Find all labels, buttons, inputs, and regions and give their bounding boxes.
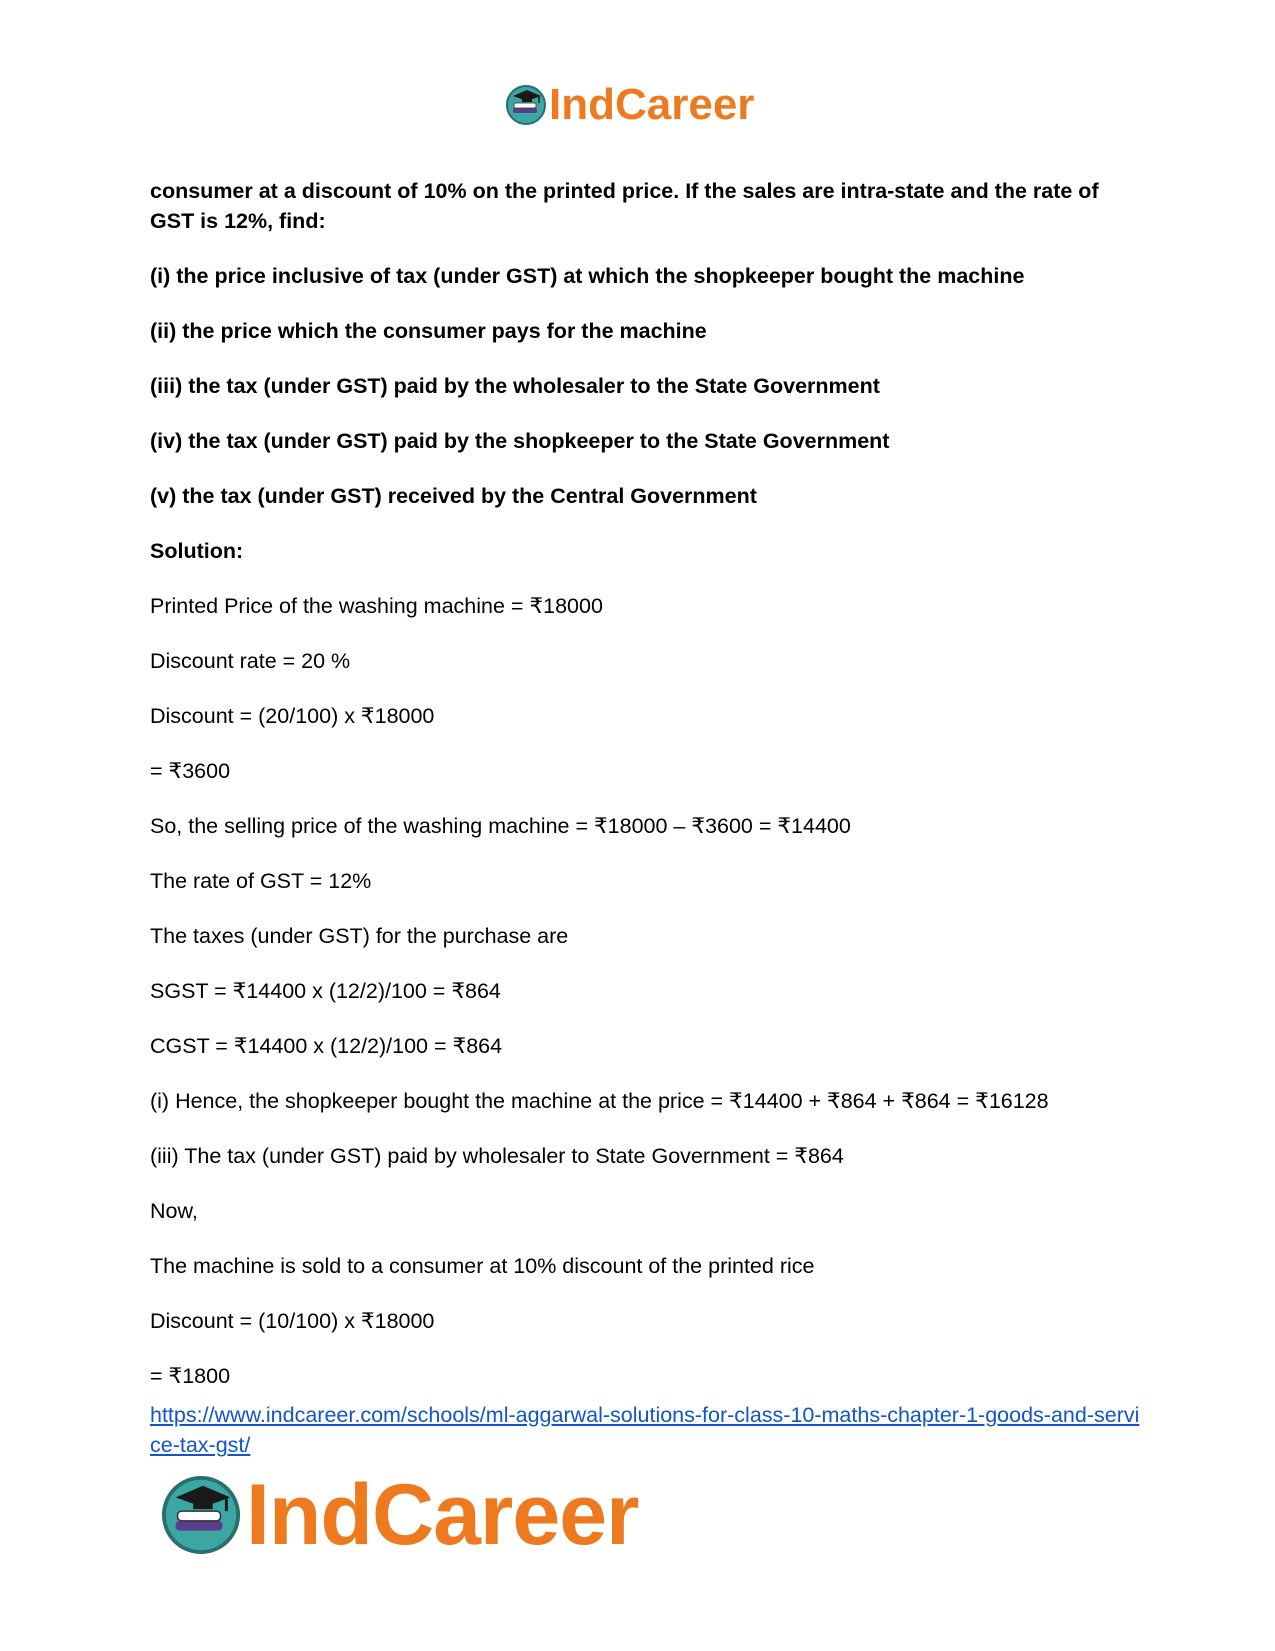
solution-line: = ₹1800 (150, 1364, 231, 1388)
graduation-cap-books-globe-icon (160, 1474, 242, 1556)
document-body (150, 176, 1140, 1391)
solution-line: SGST = ₹14400 x (12/2)/100 = ₹864 (150, 979, 501, 1003)
footer-logo (160, 1466, 639, 1563)
question-part-2: (ii) the price which the consumer pays for the machine (150, 319, 707, 343)
solution-heading: Solution: (150, 539, 244, 563)
solution-line: Printed Price of the washing machine = ₹18000 (150, 594, 603, 618)
brand-wordmark: IndCareer (549, 80, 755, 129)
question-part-5: (v) the tax (under GST) received by the Central Government (150, 484, 757, 508)
solution-line: The rate of GST = 12% (150, 869, 372, 893)
question-part-1: (i) the price inclusive of tax (under GST) at which the shopkeeper bought the machine (150, 264, 1025, 288)
solution-line: (iii) The tax (under GST) paid by wholesaler to State Government = ₹864 (150, 1144, 844, 1168)
graduation-cap-books-globe-icon (505, 84, 547, 126)
brand-wordmark: IndCareer (246, 1466, 639, 1563)
solution-line: So, the selling price of the washing machine = ₹18000 – ₹3600 = ₹14400 (150, 814, 851, 838)
solution-line: Discount = (10/100) x ₹18000 (150, 1309, 435, 1333)
question-intro: consumer at a discount of 10% on the printed price. If the sales are intra-state and the rate of GST is 12%, find: (150, 179, 1099, 233)
solution-line: The machine is sold to a consumer at 10% discount of the printed rice (150, 1254, 815, 1278)
solution-line: Now, (150, 1199, 198, 1223)
header-logo (505, 80, 754, 130)
solution-line: Discount = (20/100) x ₹18000 (150, 704, 435, 728)
solution-line: The taxes (under GST) for the purchase are (150, 924, 569, 948)
question-part-3: (iii) the tax (under GST) paid by the wholesaler to the State Government (150, 374, 880, 398)
source-link[interactable]: https://www.indcareer.com/schools/ml-aggarwal-solutions-for-class-10-maths-chapter-1-goods-and-service-tax-gst/ (150, 1403, 1140, 1457)
solution-line: = ₹3600 (150, 759, 231, 783)
solution-line: CGST = ₹14400 x (12/2)/100 = ₹864 (150, 1034, 503, 1058)
solution-line: (i) Hence, the shopkeeper bought the machine at the price = ₹14400 + ₹864 + ₹864 = ₹16128 (150, 1089, 1049, 1113)
solution-line: Discount rate = 20 % (150, 649, 351, 673)
question-part-4: (iv) the tax (under GST) paid by the shopkeeper to the State Government (150, 429, 890, 453)
